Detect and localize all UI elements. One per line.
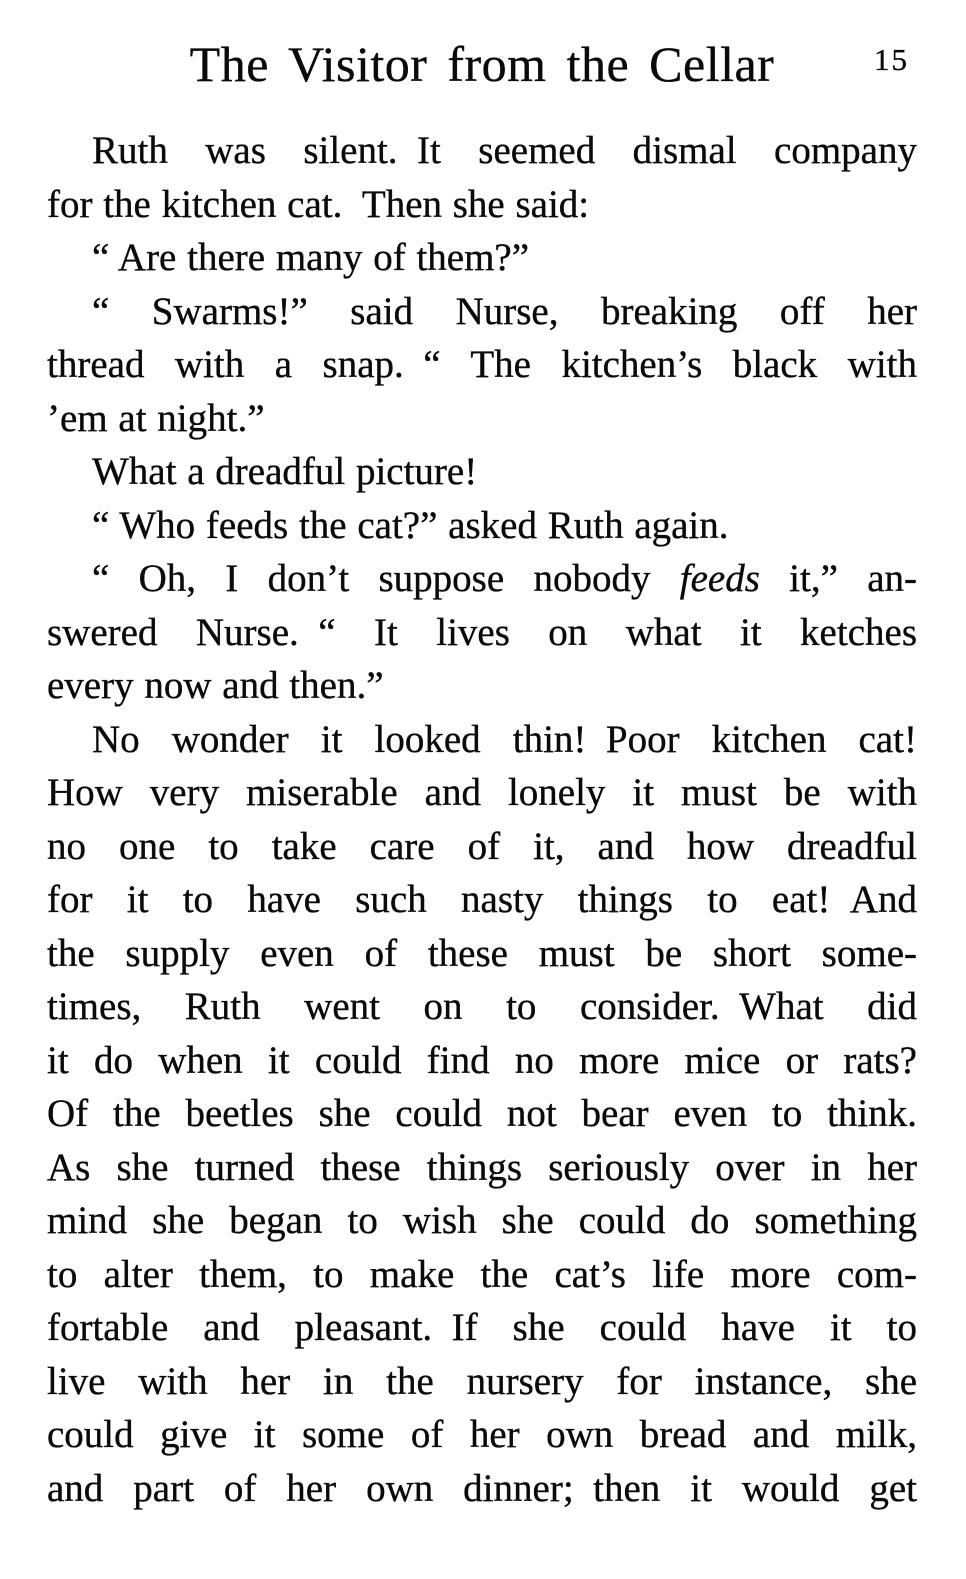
text-line: and part of her own dinner; then it would get [47,1466,917,1510]
text-line: “ Oh, I don’t suppose nobody feeds it,” an- [92,557,918,600]
page-header [47,36,917,92]
paragraph [47,285,917,446]
page-title: The Visitor from the Cellar [189,36,775,92]
text-line: fortable and pleasant. If she could have it to [47,1306,917,1349]
text-line: live with her in the nursery for instance, she [47,1359,917,1403]
paragraph [47,124,917,231]
text-line: “ Who feeds the cat?” asked Ruth again. [92,503,729,547]
text-line: times, Ruth went on to consider. What did [47,985,917,1028]
text-line: could give it some of her own bread and milk, [47,1413,917,1456]
text-line: “ Are there many of them?” [92,236,530,279]
page-number: 15 [874,42,909,77]
text-line: to alter them, to make the cat’s life more com- [47,1252,917,1296]
text-line: mind she began to wish she could do something [47,1199,917,1242]
text-line: What a dreadful picture! [92,450,478,493]
text-line: swered Nurse. “ It lives on what it ketches [47,610,917,654]
text-line: ’em at night.” [47,396,265,440]
text-line: for the kitchen cat. Then she said: [47,182,590,226]
text-line: No wonder it looked thin! Poor kitchen cat! [92,717,917,761]
text-line: for it to have such nasty things to eat! And [47,878,917,921]
text-line: Ruth was silent. It seemed dismal company [92,129,917,172]
text-line: As she turned these things seriously over in her [47,1145,917,1189]
body-text [47,124,917,1515]
text-line: the supply even of these must be short some- [47,931,917,975]
text-line: Of the beetles she could not bear even to think. [47,1092,917,1135]
paragraph [47,499,917,553]
paragraph [47,552,917,713]
text-line: thread with a snap. “ The kitchen’s black with [47,343,917,386]
text-line: it do when it could find no more mice or rats? [47,1038,917,1082]
paragraph [47,231,917,285]
paragraph [47,713,917,1516]
text-line: no one to take care of it, and how dreadful [47,824,917,868]
text-line: every now and then.” [47,664,384,707]
text-line: How very miserable and lonely it must be with [47,771,917,814]
paragraph [47,445,917,499]
text-line: “ Swarms!” said Nurse, breaking off her [92,289,917,333]
